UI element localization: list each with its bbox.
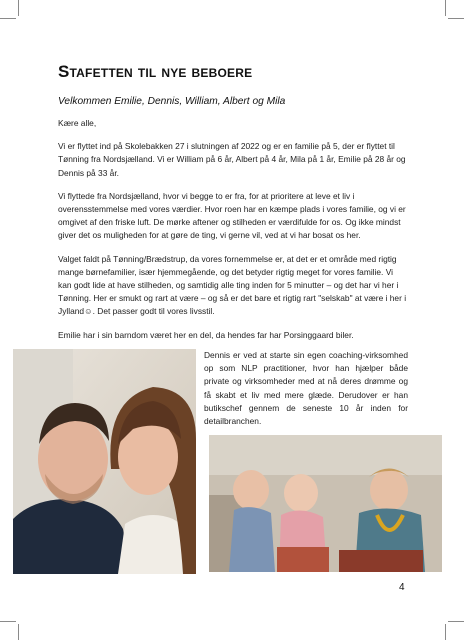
greeting: Kære alle,: [58, 118, 97, 128]
article-title: [58, 62, 408, 82]
article: [58, 62, 408, 352]
paragraph-4: Emilie har i sin barndom været her en del, da hendes far har Porsinggaard biler.: [58, 329, 354, 340]
title-initial: S: [58, 62, 70, 81]
article-subtitle: Velkommen Emilie, Dennis, William, Albert og Mila: [58, 96, 286, 107]
crop-mark: [445, 0, 446, 16]
crop-mark: [18, 624, 19, 640]
paragraph-3: Valget faldt på Tønning/Brædstrup, da vores fornemmelse er, at det er et område med rigtig mange børnefamilier, især hjemmegående, og det betyder rigtig meget for vores familie. Vi kan godt lide at have stilheden, og samtidig alle ting inden for 5 minutter – og det har vi her i Tønning. Her er smukt og rart at være – og så er det bare et rigtig rart "selskab" at være i her i Jylland☺. Det passer godt til vores livsstil.: [58, 253, 407, 317]
crop-mark: [0, 621, 16, 622]
crop-mark: [448, 18, 464, 19]
page-number: 4: [399, 582, 405, 593]
children-photo: [209, 435, 442, 572]
crop-mark: [448, 621, 464, 622]
paragraph-1: Vi er flyttet ind på Skolebakken 27 i slutningen af 2022 og er en familie på 5, der er flyttet til Tønning fra Nordsjælland. Vi er William på 6 år, Albert på 4 år, Mila på 1 år, Emilie på 28 år og Dennis på 33 år.: [58, 141, 406, 178]
crop-mark: [18, 0, 19, 16]
side-paragraph: Dennis er ved at starte sin egen coaching-virksomhed op som NLP practitioner, hvor han hjælper både private og virksomheder med at nå deres drømme og få skabt et liv med mere glæde. Derudover er han butikschef gennem de seneste 10 år inden for detailbranchen.: [204, 350, 408, 427]
couple-photo: [13, 349, 196, 574]
crop-mark: [445, 624, 446, 640]
crop-mark: [0, 18, 16, 19]
paragraph-2: Vi flyttede fra Nordsjælland, hvor vi begge to er fra, for at prioritere at leve et liv i overensstemmelse med vores værdier. Hvor roen har en kæmpe plads i vores familie, og vi er omgivet af den friske luft. De mørke aftener og stilheden er værdifulde for os. Og ikke mindst giver det os muligheden for at gøre de ting, vi gerne vil, ved at vi har bosat os her.: [58, 190, 406, 241]
title-rest: tafetten til nye beboere: [69, 62, 253, 81]
